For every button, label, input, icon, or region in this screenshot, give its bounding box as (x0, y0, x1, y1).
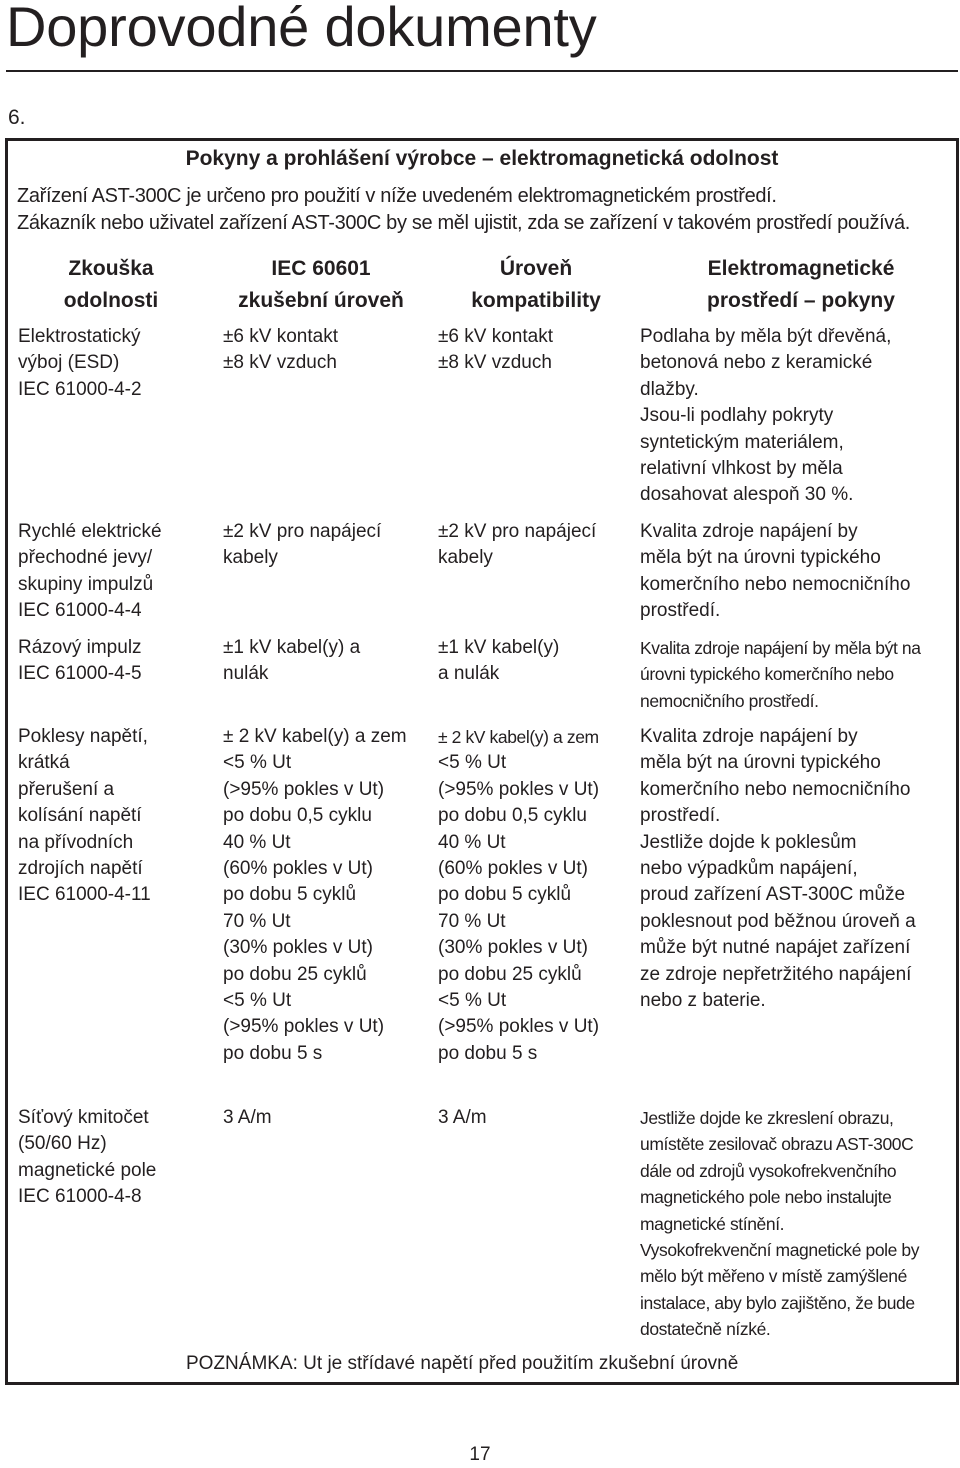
cell-line: (60% pokles v Ut) (438, 858, 588, 880)
cell-line: dosahovat alespoň 30 %. (640, 484, 854, 506)
row-surge-test (18, 635, 142, 688)
cell-line: poklesnout pod běžnou úroveň a (640, 910, 916, 932)
table-note: POZNÁMKA: Ut je střídavé napětí před použitím zkušební úrovně (186, 1353, 739, 1374)
cell-line: (>95% pokles v Ut) (223, 1016, 385, 1038)
cell-line: nemocničního prostředí. (640, 690, 819, 711)
cell-line: IEC 61000-4-4 (18, 600, 142, 622)
cell-line: Podlaha by měla být dřevěná, (640, 326, 892, 347)
cell-line: Kvalita zdroje napájení by měla být na (640, 638, 921, 658)
cell-line: syntetickým materiálem, (640, 431, 844, 453)
cell-line: po dobu 5 s (223, 1042, 323, 1064)
row-magnetic-compliance (438, 1105, 487, 1131)
row-dips-compliance (438, 724, 599, 1067)
cell-line: IEC 61000-4-5 (18, 663, 142, 685)
row-dips-iec (223, 724, 407, 1067)
cell-line: prostředí. (640, 600, 721, 622)
row-surge-guidance (640, 635, 921, 714)
row-dips-guidance (640, 724, 916, 1014)
cell-line: relativní vlhkost by měla (640, 458, 843, 480)
cell-line: ±1 kV kabel(y) a (223, 637, 361, 658)
cell-line: Jsou-li podlahy pokryty (640, 405, 834, 427)
cell-line: (50/60 Hz) (18, 1133, 107, 1155)
header-line: Úroveň (499, 257, 573, 280)
cell-line: IEC 61000-4-11 (18, 884, 151, 906)
cell-line: Elektrostatický (18, 326, 141, 347)
cell-line: prostředí. (640, 805, 721, 827)
cell-line: ±8 kV vzduch (223, 352, 337, 374)
cell-line: měla být na úrovni typického (640, 752, 881, 774)
table-heading: Pokyny a prohlášení výrobce – elektromagnetická odolnost (185, 147, 779, 170)
cell-line: <5 % Ut (223, 752, 292, 774)
cell-line: může být nutné napájet zařízení (640, 937, 911, 959)
cell-line: ±6 kV kontakt (223, 326, 338, 347)
cell-line: umístěte zesilovač obrazu AST-300C (640, 1134, 914, 1155)
cell-line: Kvalita zdroje napájení by (640, 726, 858, 747)
cell-line: kolísání napětí (18, 805, 142, 827)
cell-line: po dobu 0,5 cyklu (223, 805, 372, 827)
cell-line: (>95% pokles v Ut) (438, 1016, 600, 1038)
cell-line: <5 % Ut (223, 990, 292, 1012)
cell-line: nebo z baterie. (640, 990, 766, 1012)
cell-line: 70 % Ut (223, 910, 291, 932)
cell-line: měla být na úrovni typického (640, 547, 881, 569)
cell-line: ±6 kV kontakt (438, 326, 553, 347)
cell-line: ±1 kV kabel(y) (438, 637, 560, 658)
cell-line: <5 % Ut (438, 752, 507, 774)
cell-line: po dobu 0,5 cyklu (438, 805, 587, 827)
row-esd-iec (223, 324, 338, 377)
cell-line: 40 % Ut (223, 831, 291, 853)
cell-line: zdrojích napětí (18, 858, 143, 880)
cell-line: <5 % Ut (438, 990, 507, 1012)
cell-line: 70 % Ut (438, 910, 506, 932)
header-line: Elektromagnetické (707, 257, 895, 280)
cell-line: Kvalita zdroje napájení by (640, 521, 858, 542)
cell-line: úrovni typického komerčního nebo (640, 664, 894, 685)
cell-line: (30% pokles v Ut) (438, 937, 588, 959)
cell-line: Jestliže dojde k poklesům (640, 831, 857, 853)
cell-line: nebo výpadkům napájení, (640, 858, 858, 880)
cell-line: ±8 kV vzduch (438, 352, 552, 374)
cell-line: betonová nebo z keramické (640, 352, 873, 374)
cell-line: po dobu 25 cyklů (223, 963, 367, 985)
column-header-compliance (446, 253, 626, 317)
cell-line: (30% pokles v Ut) (223, 937, 373, 959)
cell-line: 3 A/m (223, 1107, 272, 1128)
intro-line: Zařízení AST-300C je určeno pro použití v níže uvedeném elektromagnetickém prostředí. (17, 185, 777, 207)
cell-line: po dobu 5 cyklů (438, 884, 572, 906)
cell-line: Poklesy napětí, (18, 726, 148, 747)
cell-line: po dobu 5 s (438, 1042, 538, 1064)
cell-line: mělo být měřeno v místě zamýšlené (640, 1266, 907, 1287)
cell-line: IEC 61000-4-8 (18, 1186, 142, 1208)
cell-line: přechodné jevy/ (18, 547, 153, 569)
row-surge-iec (223, 635, 360, 688)
row-magnetic-guidance (640, 1105, 919, 1343)
row-surge-compliance (438, 635, 559, 688)
row-magnetic-test (18, 1105, 156, 1211)
cell-line: (>95% pokles v Ut) (223, 778, 385, 800)
header-line: odolnosti (63, 289, 159, 312)
header-line: kompatibility (471, 289, 601, 312)
cell-line: kabely (438, 547, 493, 569)
cell-line: IEC 61000-4-2 (18, 378, 142, 400)
section-number: 6. (8, 106, 26, 129)
cell-line: na přívodních (18, 831, 134, 853)
cell-line: dlažby. (640, 378, 699, 400)
row-magnetic-iec (223, 1105, 272, 1131)
cell-line: Jestliže dojde ke zkreslení obrazu, (640, 1108, 894, 1128)
intro-line: Zákazník nebo uživatel zařízení AST-300C by se měl ujistit, zda se zařízení v takovém prostředí používá. (17, 212, 910, 234)
cell-line: instalace, aby bylo zajištěno, že bude (640, 1292, 915, 1313)
cell-line: Vysokofrekvenční magnetické pole by (640, 1240, 920, 1261)
cell-line: ze zdroje nepřetržitého napájení (640, 963, 912, 985)
row-eft-iec (223, 519, 381, 572)
row-eft-compliance (438, 519, 596, 572)
column-header-test (36, 253, 186, 317)
cell-line: ±2 kV pro napájecí (223, 521, 382, 542)
cell-line: Rychlé elektrické (18, 521, 162, 542)
cell-line: dále od zdrojů vysokofrekvenčního (640, 1160, 897, 1181)
cell-line: po dobu 5 cyklů (223, 884, 357, 906)
cell-line: přerušení a (18, 778, 115, 800)
cell-line: 40 % Ut (438, 831, 506, 853)
cell-line: ±2 kV pro napájecí (438, 521, 597, 542)
cell-line: magnetické stínění. (640, 1213, 785, 1234)
row-esd-compliance (438, 324, 553, 377)
row-eft-guidance (640, 519, 910, 625)
header-line: prostředí – pokyny (707, 289, 895, 312)
emc-immunity-table (5, 138, 959, 1385)
intro-text (17, 183, 910, 237)
cell-line: krátká (18, 752, 70, 774)
cell-line: Síťový kmitočet (18, 1107, 149, 1128)
cell-line: komerčního nebo nemocničního (640, 573, 911, 595)
cell-line: Rázový impulz (18, 637, 142, 658)
cell-line: výboj (ESD) (18, 352, 120, 374)
column-header-guidance (676, 253, 926, 317)
header-line: Zkouška (68, 257, 154, 280)
cell-line: komerčního nebo nemocničního (640, 778, 911, 800)
cell-line: kabely (223, 547, 278, 569)
cell-line: magnetického pole nebo instalujte (640, 1187, 892, 1208)
cell-line: nulák (223, 663, 269, 685)
row-eft-test (18, 519, 162, 625)
cell-line: a nulák (438, 663, 500, 685)
page-title: Doprovodné dokumenty (6, 0, 597, 58)
cell-line: ± 2 kV kabel(y) a zem (438, 727, 599, 747)
cell-line: magnetické pole (18, 1159, 157, 1181)
cell-line: ± 2 kV kabel(y) a zem (223, 726, 407, 747)
cell-line: 3 A/m (438, 1107, 487, 1128)
cell-line: po dobu 25 cyklů (438, 963, 582, 985)
row-dips-test (18, 724, 151, 909)
row-esd-test (18, 324, 142, 403)
cell-line: proud zařízení AST-300C může (640, 884, 906, 906)
title-rule (6, 70, 958, 72)
header-line: IEC 60601 (271, 257, 371, 280)
cell-line: skupiny impulzů (18, 573, 154, 595)
header-line: zkušební úroveň (238, 289, 404, 312)
cell-line: (60% pokles v Ut) (223, 858, 373, 880)
column-header-iec (226, 253, 416, 317)
row-esd-guidance (640, 324, 891, 509)
cell-line: (>95% pokles v Ut) (438, 778, 600, 800)
cell-line: dostatečně nízké. (640, 1319, 771, 1340)
page-number: 17 (469, 1444, 491, 1465)
